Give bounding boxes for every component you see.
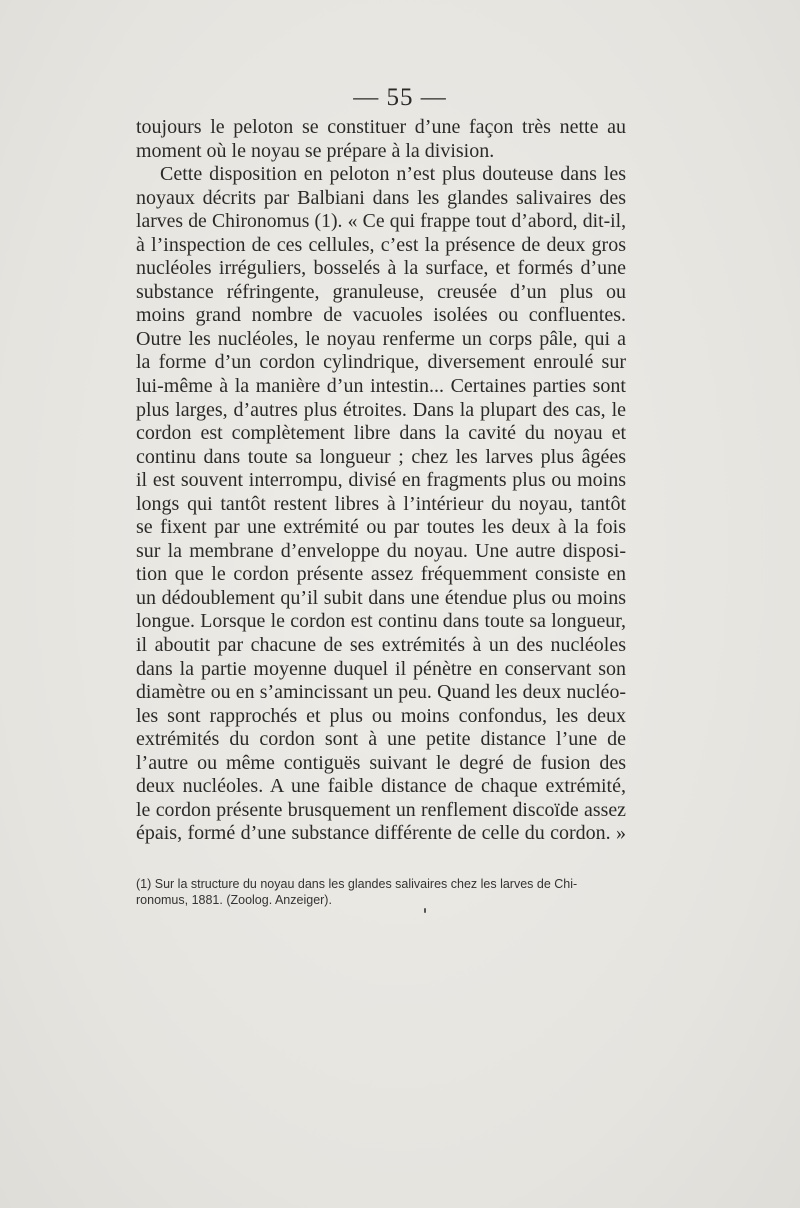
text-line: il est souvent interrompu, divisé en fragments plus ou moins bbox=[136, 469, 626, 492]
text-line: cordon est complètement libre dans la cavité du noyau et bbox=[136, 422, 626, 445]
text-line: le cordon présente brusquement un renflement discoïde assez bbox=[136, 798, 626, 821]
text-line: l’autre ou même contiguës suivant le degré de fusion des bbox=[136, 751, 626, 774]
text-line: longue. Lorsque le cordon est continu dans toute sa longueur, bbox=[136, 610, 626, 633]
text-line: lui-même à la manière d’un intestin... Certaines parties sont bbox=[136, 375, 626, 398]
text-line: épais, formé d’une substance différente de celle du cordon. » bbox=[136, 822, 626, 845]
text-line: moins grand nombre de vacuoles isolées ou confluentes. bbox=[136, 304, 626, 327]
text-line: substance réfringente, granuleuse, creusée d’un plus ou bbox=[136, 280, 626, 303]
text-line: extrémités du cordon sont à une petite distance l’une de bbox=[136, 728, 626, 751]
text-line: les sont rapprochés et plus ou moins confondus, les deux bbox=[136, 704, 626, 727]
text-line: nucléoles irréguliers, bosselés à la surface, et formés d’une bbox=[136, 257, 626, 280]
text-line: la forme d’un cordon cylindrique, diversement enroulé sur bbox=[136, 351, 626, 374]
text-line: longs qui tantôt restent libres à l’intérieur du noyau, tantôt bbox=[136, 492, 626, 515]
text-line: noyaux décrits par Balbiani dans les glandes salivaires des bbox=[136, 186, 626, 209]
text-line: Cette disposition en peloton n’est plus douteuse dans les bbox=[160, 163, 626, 186]
footnote-line: (1) Sur la structure du noyau dans les glandes salivaires chez les larves de Chi- bbox=[136, 877, 578, 891]
text-line: moment où le noyau se prépare à la division. bbox=[136, 139, 495, 162]
text-line: plus larges, d’autres plus étroites. Dans la plupart des cas, le bbox=[136, 398, 626, 421]
text-line: toujours le peloton se constituer d’une façon très nette au bbox=[136, 116, 626, 138]
text-line: Outre les nucléoles, le noyau renferme un corps pâle, qui a bbox=[136, 327, 626, 350]
text-line: tion que le cordon présente assez fréquemment consiste en bbox=[136, 563, 626, 586]
ink-speck bbox=[424, 908, 426, 913]
text-line: dans la partie moyenne duquel il pénètre en conservant son bbox=[136, 657, 626, 680]
text-line: larves de Chironomus (1). « Ce qui frappe tout d’abord, dit-il, bbox=[136, 210, 626, 233]
text-line: deux nucléoles. A une faible distance de chaque extrémité, bbox=[136, 775, 626, 798]
text-line: il aboutit par chacune de ses extrémités à un des nucléoles bbox=[136, 634, 626, 657]
text-line: diamètre ou en s’amincissant un peu. Quand les deux nucléo- bbox=[136, 681, 626, 704]
text-line: se fixent par une extrémité ou par toutes les deux à la fois bbox=[136, 516, 626, 539]
text-line: sur la membrane d’enveloppe du noyau. Une autre disposi- bbox=[136, 539, 626, 562]
body-text bbox=[136, 116, 626, 846]
text-line: continu dans toute sa longueur ; chez les larves plus âgées bbox=[136, 445, 626, 468]
footnote bbox=[136, 876, 626, 908]
text-line: à l’inspection de ces cellules, c’est la présence de deux gros bbox=[136, 233, 626, 256]
page-number: — 55 — bbox=[353, 84, 447, 111]
text-line: un dédoublement qu’il subit dans une étendue plus ou moins bbox=[136, 586, 626, 609]
footnote-line: ronomus, 1881. (Zoolog. Anzeiger). bbox=[136, 893, 332, 907]
